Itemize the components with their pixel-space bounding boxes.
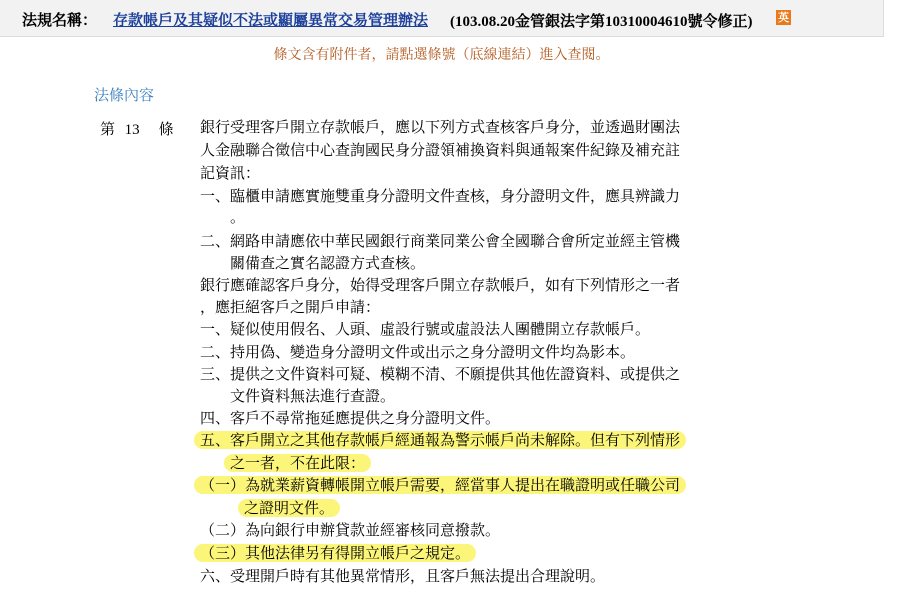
article-line-highlighted	[224, 453, 371, 473]
attachment-notice: 條文含有附件者，請點選條號（底線連結）進入查閱。	[273, 47, 610, 63]
article-line: 記資訊：	[200, 164, 261, 182]
article-line: ，應拒絕客戶之開戶申請：	[200, 298, 381, 316]
article-suffix: 條	[158, 120, 174, 138]
article-line: （二）為向銀行申辦貸款並經審核同意撥款。	[200, 521, 501, 539]
article-line-highlighted	[194, 430, 686, 450]
article-line-highlighted	[194, 475, 686, 495]
article-line: 關備查之實名認證方式查核。	[230, 254, 426, 272]
article-prefix: 第	[100, 120, 116, 138]
highlight: （一）為就業薪資轉帳開立帳戶需要，經當事人提出在職證明或任職公司	[194, 476, 686, 494]
article-line: 一、疑似使用假名、人頭、虛設行號或虛設法人團體開立存款帳戶。	[200, 320, 651, 338]
highlight: 之一者，不在此限：	[224, 454, 371, 472]
article-line: 六、受理開戶時有其他異常情形，且客戶無法提出合理說明。	[200, 567, 606, 585]
article-line-highlighted	[194, 543, 476, 563]
article-line: 人金融聯合徵信中心查詢國民身分證領補換資料與通報案件紀錄及補充註	[200, 141, 681, 159]
article-line-highlighted	[238, 498, 340, 518]
article-line: 二、持用偽、變造身分證明文件或出示之身分證明文件均為影本。	[200, 343, 636, 361]
article-num: 13	[124, 122, 140, 138]
highlight: 五、客戶開立之其他存款帳戶經通報為警示帳戶尚未解除。但有下列情形	[194, 431, 686, 449]
article-line: 四、客戶不尋常拖延應提供之身分證明文件。	[200, 409, 501, 427]
highlight: （三）其他法律另有得開立帳戶之規定。	[194, 544, 476, 562]
article-line: 三、提供之文件資料可疑、模糊不清、不願提供其他佐證資料、或提供之	[200, 365, 681, 383]
law-name-label: 法規名稱：	[22, 11, 98, 29]
law-name-link[interactable]: 存款帳戶及其疑似不法或顯屬異常交易管理辦法	[113, 11, 429, 29]
article-line: 銀行受理客戶開立存款帳戶，應以下列方式查核客戶身分，並透過財團法	[200, 118, 681, 136]
law-header	[0, 0, 884, 37]
article-number	[100, 118, 174, 139]
article-line: 。	[230, 208, 246, 226]
article-line: 文件資料無法進行查證。	[230, 387, 396, 405]
english-version-icon[interactable]: 英	[778, 11, 789, 24]
article-line: 銀行應確認客戶身分，始得受理客戶開立存款帳戶，如有下列情形之一者	[200, 276, 681, 294]
amendment-info: (103.08.20金管銀法字第10310004610號令修正)	[450, 14, 753, 30]
article-line: 二、網路申請應依中華民國銀行商業同業公會全國聯合會所定並經主管機	[200, 232, 681, 250]
article-line: 一、臨櫃申請應實施雙重身分證明文件查核，身分證明文件，應具辨識力	[200, 187, 681, 205]
section-title: 法條內容	[94, 86, 155, 104]
highlight: 之證明文件。	[238, 499, 340, 517]
